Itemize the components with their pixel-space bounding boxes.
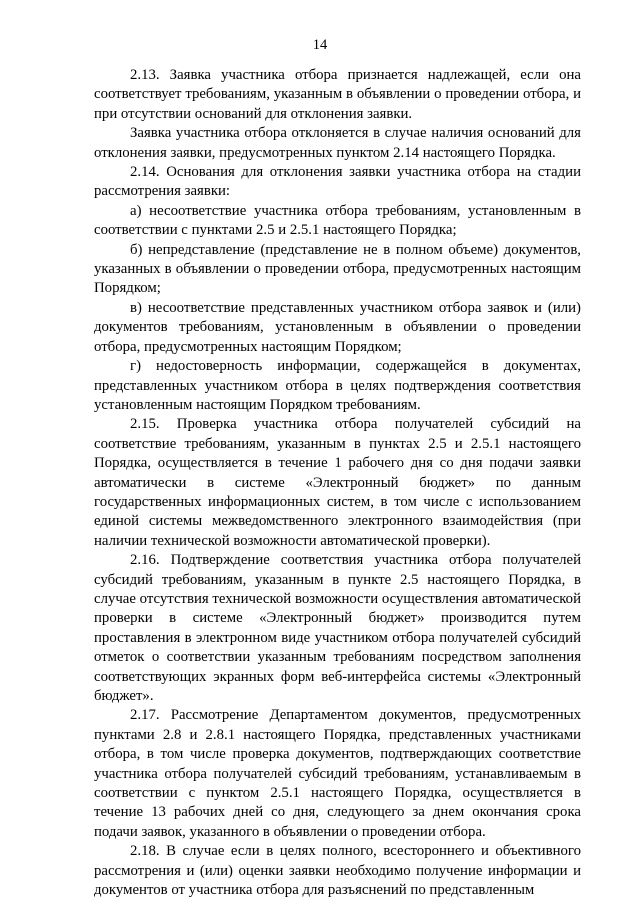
paragraph-2-14-v: в) несоответствие представленных участником отбора заявок и (или) документов требованиям, установленным в объявлении о проведении отбора, предусмотренных настоящим Порядком; [94, 299, 581, 355]
paragraph-2-17: 2.17. Рассмотрение Департаментом документов, предусмотренных пунктами 2.8 и 2.8.1 настоящего Порядка, представленных участниками отбора, в том числе проверка документов, подтверждающих соответствие участника отбора получателей субсидий требованиям, устанавливаемым в соответствии с пунктом 2.5.1 настоящего Порядка, осуществляется в течение 13 рабочих дней со дня, следующего за днем окончания срока подачи заявок, указанного в объявлении о проведении отбора. [94, 707, 581, 840]
document-body [94, 66, 581, 900]
paragraph-2-14-b: б) непредставление (представление не в полном объеме) документов, указанных в объявлении о проведении отбора, предусмотренных настоящим Порядком; [94, 241, 581, 297]
page-number: 14 [312, 37, 328, 53]
paragraph-2-14-g: г) недостоверность информации, содержащейся в документах, представленных участником отбора в целях подтверждения соответствия установленным настоящим Порядком требованиям. [94, 358, 581, 413]
paragraph-2-18: 2.18. В случае если в целях полного, всестороннего и объективного рассмотрения и (или) оценки заявки необходимо получение информации и документов от участника отбора для разъяснений по представленным [94, 843, 581, 899]
paragraph-rejection: Заявка участника отбора отклоняется в случае наличия оснований для отклонения заявки, предусмотренных пунктом 2.14 настоящего Порядка. [94, 125, 581, 161]
paragraph-2-13: 2.13. Заявка участника отбора признается надлежащей, если она соответствует требованиям, указанным в объявлении о проведении отбора, и при отсутствии оснований для отклонения заявки. [94, 67, 581, 122]
paragraph-2-16: 2.16. Подтверждение соответствия участника отбора получателей субсидий требованиям, указанным в пункте 2.5 настоящего Порядка, в случае отсутствия технической возможности осуществления автоматической проверки в системе «Электронный бюджет» производится путем проставления в электронном виде участником отбора получателей субсидий отметок о соответствии указанным требованиям посредством заполнения соответствующих экранных форм веб-интерфейса системы «Электронный бюджет». [94, 552, 581, 704]
paragraph-2-14-a: а) несоответствие участника отбора требованиям, установленным в соответствии с пунктами 2.5 и 2.5.1 настоящего Порядка; [94, 202, 581, 239]
paragraph-2-15: 2.15. Проверка участника отбора получателей субсидий на соответствие требованиям, указанным в пунктах 2.5 и 2.5.1 настоящего Порядка, осуществляется в течение 1 рабочего дня со дня подачи заявки автоматически в системе «Электронный бюджет» по данным государственных информационных систем, в том числе с использованием единой системы межведомственного электронного взаимодействия (при наличии технической возможности автоматической проверки). [94, 416, 581, 549]
paragraph-2-14: 2.14. Основания для отклонения заявки участника отбора на стадии рассмотрения заявки: [94, 164, 581, 200]
